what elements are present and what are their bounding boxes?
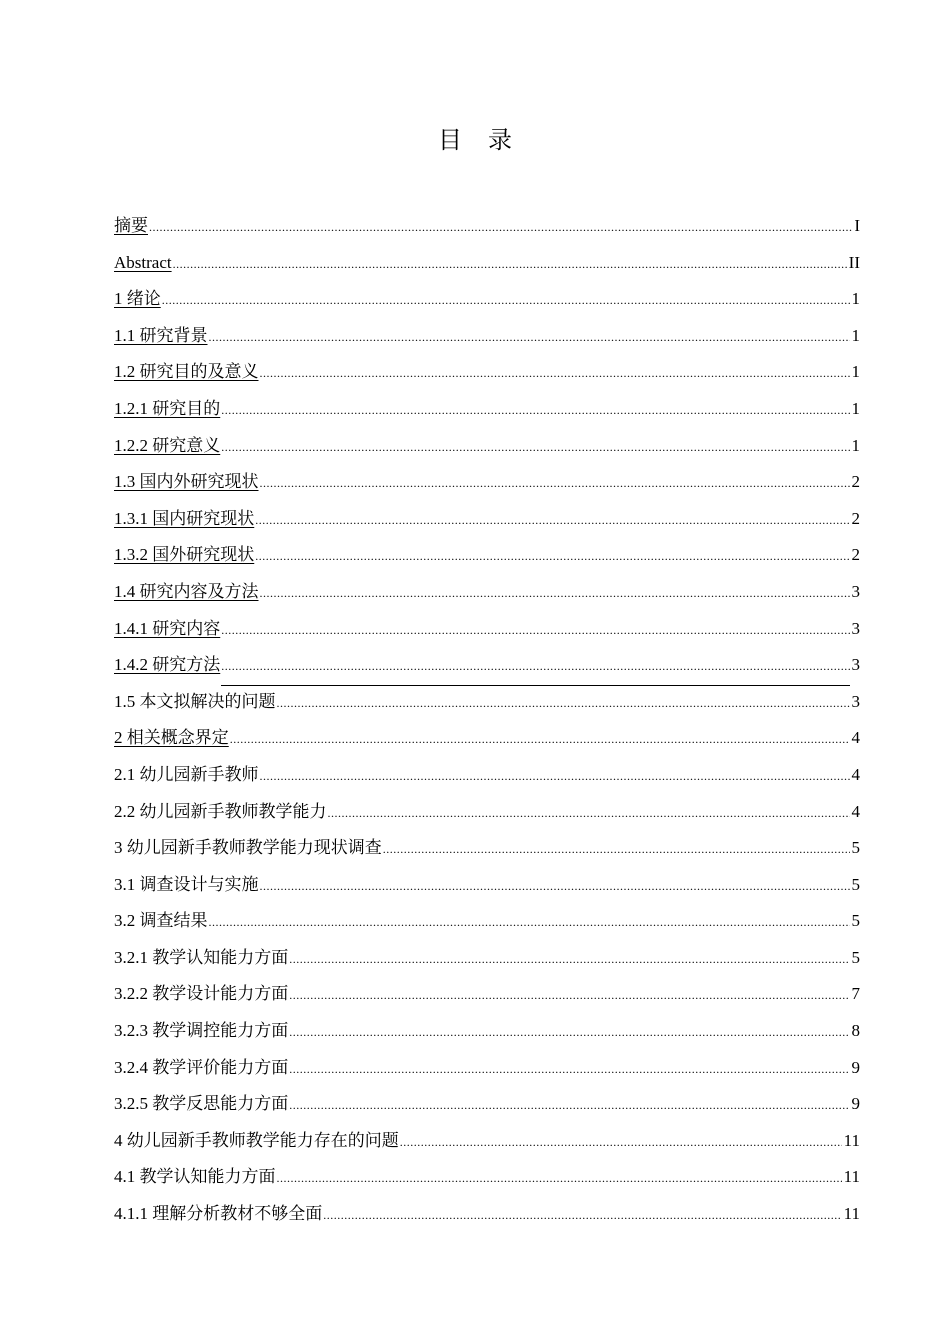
toc-entry-label[interactable]: 1.4.2 研究方法 [114, 655, 221, 675]
toc-entry[interactable] [114, 611, 860, 648]
toc-entry-label[interactable]: 1.2.2 研究意义 [114, 435, 221, 455]
toc-entry-label[interactable]: 1.3.2 国外研究现状 [114, 545, 255, 565]
dot-leader [221, 392, 849, 429]
toc-entry-page-number: 11 [843, 1167, 860, 1187]
toc-entry-label[interactable]: 1.3 国内外研究现状 [114, 472, 259, 492]
dot-leader [277, 685, 850, 722]
toc-entry-page-number: 1 [851, 289, 860, 309]
toc-entry [114, 684, 860, 721]
toc-entry-label: 3.2.1 教学认知能力方面 [114, 947, 289, 967]
toc-entry [114, 757, 860, 794]
toc-entry-page-number: 4 [851, 764, 860, 784]
toc-entry-label[interactable]: 1.3.1 国内研究现状 [114, 508, 255, 528]
dot-leader [289, 941, 849, 978]
toc-entry-page-number: 9 [851, 1094, 860, 1114]
toc-entry-page-number: 2 [851, 472, 860, 492]
toc-entry-label: 4.1 教学认知能力方面 [114, 1167, 276, 1187]
toc-entry[interactable] [114, 720, 860, 757]
toc-entry-page-number: 3 [851, 581, 860, 601]
toc-entry-page-number: II [848, 252, 860, 272]
toc-entry-page-number: 4 [851, 801, 860, 821]
dot-leader [221, 429, 849, 466]
dot-leader [260, 868, 850, 905]
toc-entry-page-number: 1 [851, 398, 860, 418]
toc-entry [114, 867, 860, 904]
toc-entry [114, 1013, 860, 1050]
toc-entry [114, 1196, 860, 1233]
toc-entry-page-number: I [854, 216, 860, 235]
toc-entry [114, 1086, 860, 1123]
dot-leader [400, 1124, 842, 1161]
toc-entry[interactable] [114, 391, 860, 428]
toc-entry-label[interactable]: 1.4.1 研究内容 [114, 618, 221, 638]
toc-entry[interactable] [114, 428, 860, 465]
toc-entry-page-number: 9 [851, 1057, 860, 1077]
toc-entry-page-number: 3 [851, 618, 860, 638]
toc-entry-label: 3.2.5 教学反思能力方面 [114, 1094, 289, 1114]
toc-entry-label: 3.1 调查设计与实施 [114, 874, 259, 894]
dot-leader [221, 648, 849, 686]
toc-entry-label[interactable]: 1.2.1 研究目的 [114, 398, 221, 418]
dot-leader [383, 831, 850, 868]
toc-entry-page-number: 5 [851, 947, 860, 967]
toc-entry-label: 2.2 幼儿园新手教师教学能力 [114, 801, 327, 821]
toc-entry[interactable] [114, 647, 860, 684]
toc-entry-page-number: 8 [851, 1021, 860, 1041]
dot-leader [230, 721, 850, 758]
toc-entry-page-number: 2 [851, 545, 860, 565]
toc-entry-label: 3.2.2 教学设计能力方面 [114, 984, 289, 1004]
dot-leader [209, 904, 850, 941]
dot-leader [162, 282, 850, 319]
toc-entry[interactable] [114, 574, 860, 611]
toc-entry-label[interactable]: 1.1 研究背景 [114, 325, 208, 345]
toc-entry [114, 1050, 860, 1087]
toc-entry-label: 3 幼儿园新手教师教学能力现状调查 [114, 838, 382, 858]
dot-leader [289, 1087, 849, 1124]
toc-entry-page-number: 4 [851, 728, 860, 748]
table-of-contents [114, 208, 860, 1233]
dot-leader [255, 538, 849, 575]
toc-entry-label[interactable]: 1 绪论 [114, 289, 161, 309]
toc-entry [114, 903, 860, 940]
toc-entry [114, 1123, 860, 1160]
dot-leader [260, 465, 850, 502]
toc-entry-page-number: 11 [843, 1130, 860, 1150]
dot-leader [255, 502, 849, 539]
toc-entry [114, 1159, 860, 1196]
toc-entry [114, 794, 860, 831]
toc-entry-label[interactable]: 摘要 [114, 216, 148, 235]
toc-entry-label[interactable]: Abstract [114, 252, 172, 272]
dot-leader [289, 1014, 849, 1051]
dot-leader [173, 246, 847, 283]
dot-leader [277, 1160, 842, 1197]
toc-entry-page-number: 1 [851, 362, 860, 382]
toc-entry-page-number: 5 [851, 911, 860, 931]
toc-entry [114, 976, 860, 1013]
dot-leader [221, 612, 849, 649]
toc-entry[interactable] [114, 537, 860, 574]
page-title [0, 124, 950, 156]
toc-entry-label: 3.2 调查结果 [114, 911, 208, 931]
toc-entry-page-number: 5 [851, 874, 860, 894]
toc-entry-label: 1.5 本文拟解决的问题 [114, 691, 276, 711]
toc-entry[interactable] [114, 281, 860, 318]
dot-leader [289, 977, 849, 1014]
toc-entry-label[interactable]: 1.2 研究目的及意义 [114, 362, 259, 382]
dot-leader [260, 575, 850, 612]
dot-leader [328, 795, 850, 832]
toc-entry-label: 3.2.4 教学评价能力方面 [114, 1057, 289, 1077]
toc-entry[interactable] [114, 354, 860, 391]
toc-entry-page-number: 11 [843, 1204, 860, 1224]
toc-entry-label: 4 幼儿园新手教师教学能力存在的问题 [114, 1130, 399, 1150]
dot-leader [209, 319, 850, 356]
toc-entry-page-number: 3 [851, 655, 860, 675]
dot-leader [323, 1197, 841, 1234]
toc-entry-page-number: 3 [851, 691, 860, 711]
toc-entry-label: 3.2.3 教学调控能力方面 [114, 1021, 289, 1041]
title-char-right: 录 [488, 126, 512, 154]
dot-leader [260, 758, 850, 795]
toc-entry-page-number: 7 [851, 984, 860, 1004]
toc-entry[interactable] [114, 245, 860, 282]
toc-entry[interactable] [114, 501, 860, 538]
toc-entry-page-number: 1 [851, 435, 860, 455]
title-char-left: 目 [438, 126, 462, 154]
dot-leader [289, 1051, 849, 1088]
toc-entry-label: 4.1.1 理解分析教材不够全面 [114, 1204, 323, 1224]
toc-entry[interactable] [114, 464, 860, 501]
toc-entry [114, 940, 860, 977]
toc-entry[interactable] [114, 208, 860, 245]
toc-entry[interactable] [114, 318, 860, 355]
toc-entry [114, 830, 860, 867]
toc-entry-label[interactable]: 2 相关概念界定 [114, 728, 229, 748]
toc-entry-label: 2.1 幼儿园新手教师 [114, 764, 259, 784]
dot-leader [149, 209, 852, 246]
dot-leader [260, 355, 850, 392]
toc-entry-page-number: 5 [851, 838, 860, 858]
toc-entry-label[interactable]: 1.4 研究内容及方法 [114, 581, 259, 601]
toc-entry-page-number: 1 [851, 325, 860, 345]
toc-entry-page-number: 2 [851, 508, 860, 528]
